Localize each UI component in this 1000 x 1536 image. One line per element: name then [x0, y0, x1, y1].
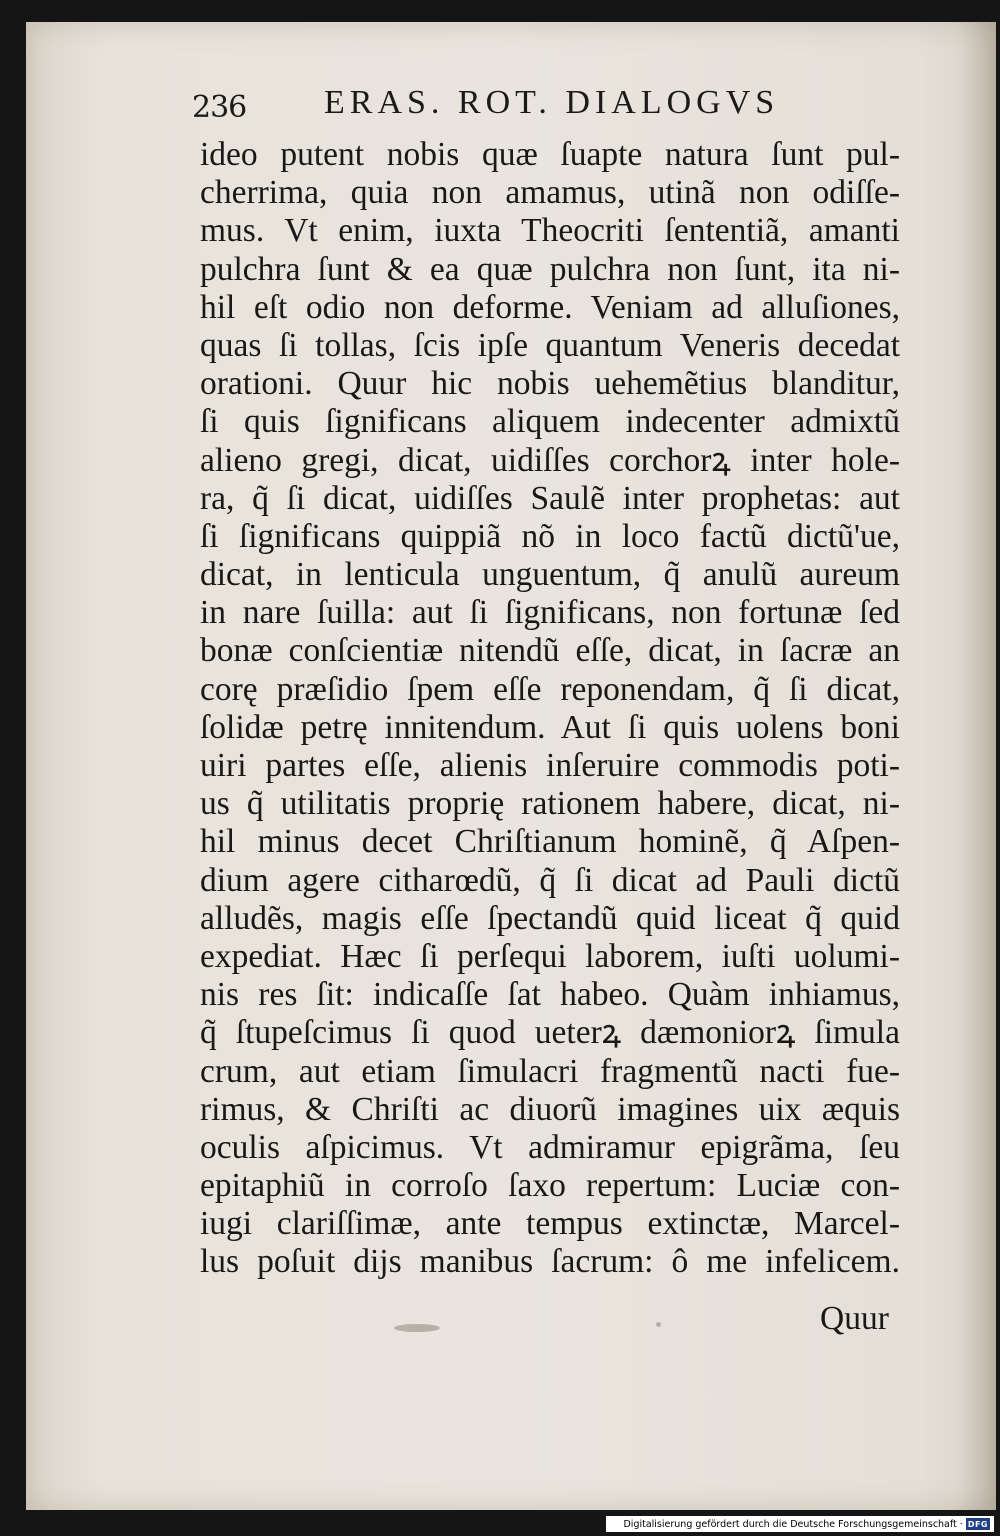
- dfg-logo-icon: DFG: [967, 1519, 988, 1529]
- text-line: corę præſidio ſpem eſſe reponendam, q̃ ſi dicat,: [200, 670, 900, 708]
- text-line: expediat. Hæc ſi perſequi laborem, iuſti uolumi-: [200, 937, 900, 975]
- text-line: mus. Vt enim, iuxta Theocriti ſententiã, amanti: [200, 212, 900, 250]
- spine-shadow: [956, 22, 996, 1510]
- text-line: q̃ ſtupeſcimus ſi quod ueterꝝ dæmoniorꝝ ſimula: [200, 1014, 900, 1052]
- text-line: ſolidæ petrę innitendum. Aut ſi quis uolens boni: [200, 708, 900, 746]
- book-page: [26, 22, 996, 1510]
- text-line: hil eſt odio non deforme. Veniam ad alluſiones,: [200, 288, 900, 326]
- text-line: alludẽs, magis eſſe ſpectandũ quid liceat q̃ quid: [200, 899, 900, 937]
- text-line: nis res ſit: indicaſſe ſat habeo. Quàm inhiamus,: [200, 976, 900, 1014]
- text-line: alieno gregi, dicat, uidiſſes corchorꝝ inter hole-: [200, 441, 900, 479]
- text-line: dicat, in lenticula unguentum, q̃ anulũ aureum: [200, 556, 900, 594]
- page-number: 236: [192, 90, 247, 125]
- digitization-footer: [606, 1516, 994, 1532]
- running-head: ERAS. ROT. DIALOGVS: [324, 84, 780, 121]
- text-line: uiri partes eſſe, alienis inſeruire commodis poti-: [200, 747, 900, 784]
- funding-notice: Digitalisierung gefördert durch die Deutsche Forschungsgemeinschaft ·: [623, 1518, 963, 1530]
- ink-smudge: [394, 1324, 440, 1332]
- text-line: oculis aſpicimus. Vt admiramur epigrãma, ſeu: [200, 1128, 900, 1166]
- body-text: [200, 136, 900, 1282]
- text-line: pulchra ſunt & ea quæ pulchra non ſunt, ita ni-: [200, 250, 900, 288]
- text-line: quas ſi tollas, ſcis ipſe quantum Veneris decedat: [200, 326, 900, 364]
- text-line: rimus, & Chriſti ac diuorũ imagines uix æquis: [200, 1090, 900, 1128]
- text-line: crum, aut etiam ſimulacri fragmentũ nacti fue-: [200, 1052, 900, 1090]
- ink-speck: [656, 1322, 661, 1327]
- text-line: ra, q̃ ſi dicat, uidiſſes Saulẽ inter prophetas: aut: [200, 479, 900, 517]
- text-line: dium agere citharœdũ, q̃ ſi dicat ad Pauli dictũ: [200, 861, 900, 899]
- text-line: in nare ſuilla: aut ſi ſignificans, non fortunæ ſed: [200, 594, 900, 632]
- text-line: cherrima, quia non amamus, utinã non odiſſe-: [200, 174, 900, 212]
- catchword: Quur: [820, 1300, 889, 1337]
- text-line: us q̃ utilitatis proprię rationem habere, dicat, ni-: [200, 785, 900, 823]
- text-line: ideo putent nobis quæ ſuapte natura ſunt pul-: [200, 136, 900, 173]
- text-line: hil minus decet Chriſtianum hominẽ, q̃ Aſpen-: [200, 823, 900, 861]
- text-line: bonæ conſcientiæ nitendũ eſſe, dicat, in ſacræ an: [200, 632, 900, 670]
- text-line: epitaphiũ in corroſo ſaxo repertum: Luciæ con-: [200, 1167, 900, 1205]
- text-line: lus poſuit dijs manibus ſacrum: ô me infelicem.: [200, 1243, 900, 1281]
- text-line: ſi ſignificans quippiã nõ in loco factũ dictũ'ue,: [200, 517, 900, 555]
- text-line: ſi quis ſignificans aliquem indecenter admixtũ: [200, 403, 900, 441]
- text-line: orationi. Quur hic nobis uehemẽtius blanditur,: [200, 365, 900, 403]
- text-line: iugi clariſſimæ, ante tempus extinctæ, Marcel-: [200, 1205, 900, 1243]
